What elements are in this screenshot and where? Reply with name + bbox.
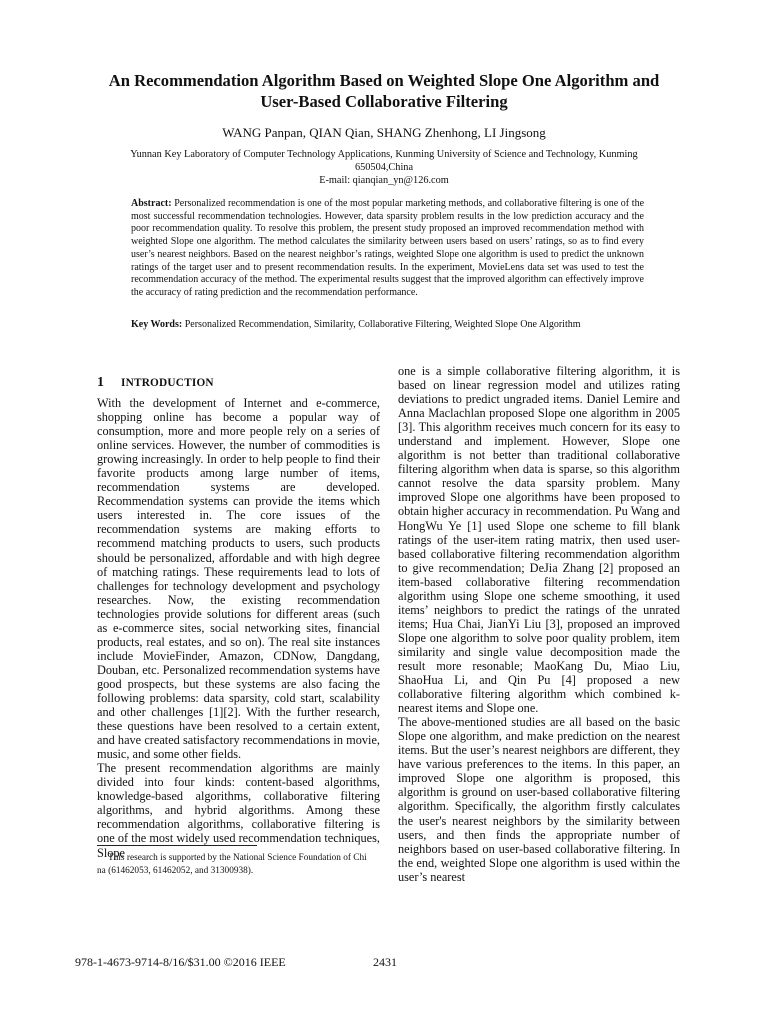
keywords-label: Key Words: — [131, 319, 183, 330]
affiliation-line-1: Yunnan Key Laboratory of Computer Technology Applications, Kunming University of Science and Technology, Kunming — [130, 149, 638, 160]
title-line-2: User-Based Collaborative Filtering — [260, 92, 508, 111]
affiliation-line-2: 650504,China — [354, 162, 414, 173]
right-column — [398, 364, 680, 884]
abstract-label: Abstract: — [131, 198, 172, 209]
intro-paragraph-2: The present recommendation algorithms are mainly divided into four kinds: content-based algorithms, knowledge-based algorithms, collaborative filtering algorithms, and hybrid algorithms. Among these recommendation algorithms, collaborative filtering is one of the most widely used recommendation techniques, Slope — [97, 761, 380, 860]
footnote-divider — [97, 845, 257, 846]
footnote-line-1: This research is supported by the National Science Foundation of Chi — [108, 853, 367, 863]
paper-title — [60, 70, 708, 112]
abstract — [131, 198, 644, 300]
contact-email: E-mail: qianqian_yn@126.com — [319, 175, 449, 186]
section-heading-introduction — [97, 374, 380, 391]
intro-paragraph-1: With the development of Internet and e-commerce, shopping online has become a popular way of consumption, more and more people rely on a series of online services. However, the number of commodities is growing increasingly. In order to help people to find their favorite products among large number of items, recommendation systems are developed. Recommendation systems can provide the items which users interested in. The core issues of the recommendation systems are making efforts to recommend matching products to users, such products should be personalized, affordable and with high degree of matching ratings. These requirements lead to lots of challenges for technology development and psychology researches. Now, the existing recommendation technologies provide solutions for different areas (such as e-commerce sites, social networking sites, financial products, real estates, and so on). The real site instances include MovieFinder, Amazon, CDNow, Dangdang, Douban, etc. Personalized recommendation systems have good prospects, but these systems are also facing the following problems: data sparsity, cold start, scalability and other challenges [1][2]. With the further research, these questions have been resolved to a certain extent, and have created satisfactory recommendations in movie, music, and some other fields. — [97, 396, 380, 762]
intro-paragraph-3: one is a simple collaborative filtering algorithm, it is based on linear regression model and utilizes rating deviations to predict ungraded items. Daniel Lemire and Anna Maclachlan proposed Slope one algorithm in 2005 [3]. This algorithm receives much concern for its easy to understand and implement. However, Slope one algorithm is not better than traditional collaborative filtering algorithm when data is sparse, so this algorithm cannot resolve the data sparsity problem. Many improved Slope one algorithms have been proposed to obtain higher accuracy in recommendation. Pu Wang and HongWu Ye [1] used Slope one scheme to fill blank ratings of the user-item rating matrix, then used user-based collaborative filtering recommendation algorithm to give recommendation; DeJia Zhang [2] proposed an item-based collaborative filtering recommendation algorithm using Slope one scheme smoothing, it used items’ neighbors to predict the ratings of the unrated items; Hua Chai, JianYi Liu [3], proposed an improved Slope one algorithm to solve poor quality problem, item similarity and single value decomposition made the result more resonable; MaoKang Du, Miao Liu, ShaoHua Li, and Qin Pu [4] proposed a new collaborative filtering algorithm which combined k-nearest items and Slope one. — [398, 364, 680, 716]
keywords-text: Personalized Recommendation, Similarity, Collaborative Filtering, Weighted Slope One Algorithm — [184, 319, 581, 330]
footer-isbn: 978-1-4673-9714-8/16/$31.00 ©2016 IEEE — [75, 955, 286, 969]
page-number: 2431 — [373, 955, 397, 969]
abstract-text: Personalized recommendation is one of the most popular marketing methods, and collaborative filtering is one of the most successful recommendation technologies. However, data sparsity problem results in the low prediction accuracy and the poor recommendation quality. To resolve this problem, the present study proposed an improved recommendation method with weighted Slope one algorithm. The method calculates the similarity between users based on users’ ratings, so as to find every user’s nearest neighbors. Based on the nearest neighbor’s ratings, weighted Slope one algorithm is used to predict the unknown ratings of the target user and to present recommendation results. In the experiment, MovieLens data set was used to test the recommendation accuracy of the method. The experimental results suggest that the improved algorithm can effectively improve the accuracy of rating prediction and the recommendation performance. — [131, 198, 645, 298]
affiliation — [90, 148, 678, 174]
left-column — [97, 396, 380, 860]
section-title: INTRODUCTION — [121, 377, 214, 389]
author-list: WANG Panpan, QIAN Qian, SHANG Zhenhong, LI Jingsong — [222, 125, 546, 140]
title-line-1: An Recommendation Algorithm Based on Weighted Slope One Algorithm and — [108, 71, 660, 90]
footnote-line-2: na (61462053, 61462052, and 31300938). — [97, 865, 254, 876]
intro-paragraph-4: The above-mentioned studies are all based on the basic Slope one algorithm, and make prediction on the nearest items. But the user’s nearest neighbors are different, they have various preferences to the items. In this paper, an improved Slope one algorithm is proposed, this algorithm is ground on user-based collaborative filtering algorithm. Specifically, the algorithm firstly calculates the user's nearest neighbors by the similarity between users, and then finds the appropriate number of neighbors based on user-based collaborative filtering. In the end, weighted Slope one algorithm is used within the user’s nearest — [398, 715, 680, 884]
keywords — [131, 318, 644, 331]
section-number: 1 — [97, 375, 104, 390]
footnote — [97, 852, 380, 877]
